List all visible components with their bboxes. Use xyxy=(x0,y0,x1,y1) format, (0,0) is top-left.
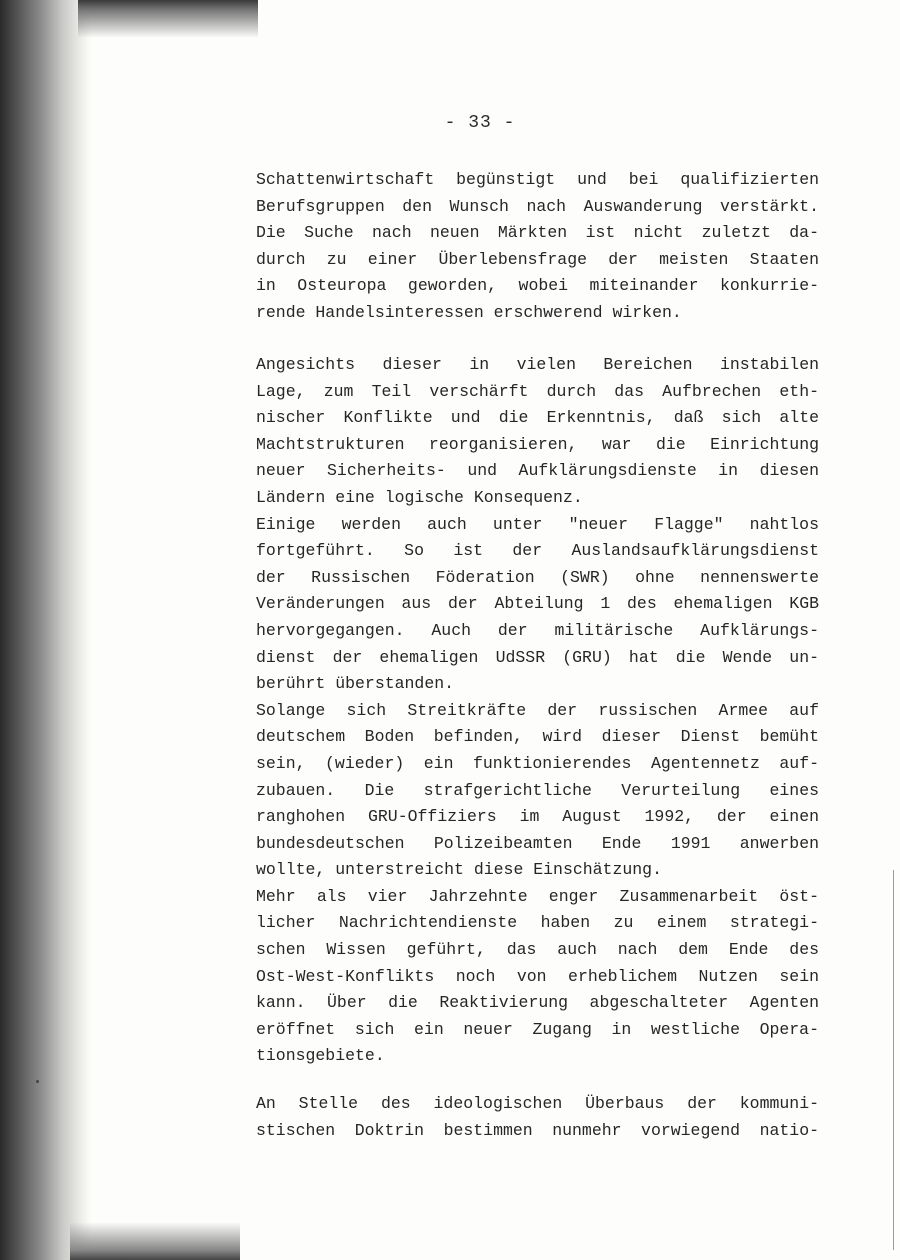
binding-shadow xyxy=(0,0,92,1260)
text-line: der Russischen Föderation (SWR) ohne nennenswerte xyxy=(256,567,819,587)
text-line: Schattenwirtschaft begünstigt und bei qualifizierten xyxy=(256,170,819,189)
bottom-edge-shadow xyxy=(70,1222,240,1260)
text-line: deutschem Boden befinden, wird dieser Dienst bemüht xyxy=(256,727,819,747)
text-line: schen Wissen geführt, das auch nach dem Ende des xyxy=(256,940,819,960)
paragraph-2 xyxy=(256,352,819,1070)
text-line: Lage, zum Teil verschärft durch das Aufbrechen eth- xyxy=(256,381,819,401)
text-line: sein, (wieder) ein funktionierendes Agentennetz auf- xyxy=(256,753,819,773)
text-line: rende Handelsinteressen erschwerend wirken. xyxy=(256,302,682,322)
text-line: An Stelle des ideologischen Überbaus der kommuni- xyxy=(256,1094,819,1113)
text-line: ranghohen GRU-Offiziers im August 1992, der einen xyxy=(256,807,819,827)
text-line: kann. Über die Reaktivierung abgeschalteter Agenten xyxy=(256,993,819,1013)
text-line: nischer Konflikte und die Erkenntnis, daß sich alte xyxy=(256,408,819,428)
text-line: Ländern eine logische Konsequenz. xyxy=(256,487,583,507)
text-line: fortgeführt. So ist der Auslandsaufklärungsdienst xyxy=(256,541,819,561)
scan-speck xyxy=(36,1080,39,1083)
text-line: bundesdeutschen Polizeibeamten Ende 1991 anwerben xyxy=(256,833,819,853)
text-line: durch zu einer Überlebensfrage der meisten Staaten xyxy=(256,249,819,269)
text-line: Berufsgruppen den Wunsch nach Auswanderung verstärkt. xyxy=(256,196,819,216)
text-line: wollte, unterstreicht diese Einschätzung. xyxy=(256,860,662,880)
paragraph-1 xyxy=(256,167,819,327)
text-line: zubauen. Die strafgerichtliche Verurteilung eines xyxy=(256,780,819,800)
text-line: dienst der ehemaligen UdSSR (GRU) hat die Wende un- xyxy=(256,647,819,667)
text-line: neuer Sicherheits- und Aufklärungsdienste in diesen xyxy=(256,461,819,481)
paragraph-3 xyxy=(256,1091,819,1144)
text-line: Solange sich Streitkräfte der russischen Armee auf xyxy=(256,700,819,720)
text-line: Veränderungen aus der Abteilung 1 des ehemaligen KGB xyxy=(256,594,819,614)
text-line: eröffnet sich ein neuer Zugang in westliche Opera- xyxy=(256,1019,819,1039)
top-edge-shadow xyxy=(78,0,258,38)
right-edge-line xyxy=(893,870,894,1250)
text-line: Machtstrukturen reorganisieren, war die Einrichtung xyxy=(256,434,819,454)
text-line: berührt überstanden. xyxy=(256,674,455,694)
text-line: Ost-West-Konflikts noch von erheblichem Nutzen sein xyxy=(256,966,819,986)
text-line: tionsgebiete. xyxy=(256,1046,385,1066)
page-number: - 33 - xyxy=(444,113,516,133)
text-line: in Osteuropa geworden, wobei miteinander konkurrie- xyxy=(256,276,819,296)
text-line: Angesichts dieser in vielen Bereichen instabilen xyxy=(256,355,819,374)
text-line: Die Suche nach neuen Märkten ist nicht zuletzt da- xyxy=(256,223,819,243)
text-line: Mehr als vier Jahrzehnte enger Zusammenarbeit öst- xyxy=(256,886,819,906)
text-line: stischen Doktrin bestimmen nunmehr vorwiegend natio- xyxy=(256,1120,819,1140)
text-line: licher Nachrichtendienste haben zu einem strategi- xyxy=(256,913,819,933)
text-line: hervorgegangen. Auch der militärische Aufklärungs- xyxy=(256,620,819,640)
text-line: Einige werden auch unter "neuer Flagge" nahtlos xyxy=(256,514,819,534)
